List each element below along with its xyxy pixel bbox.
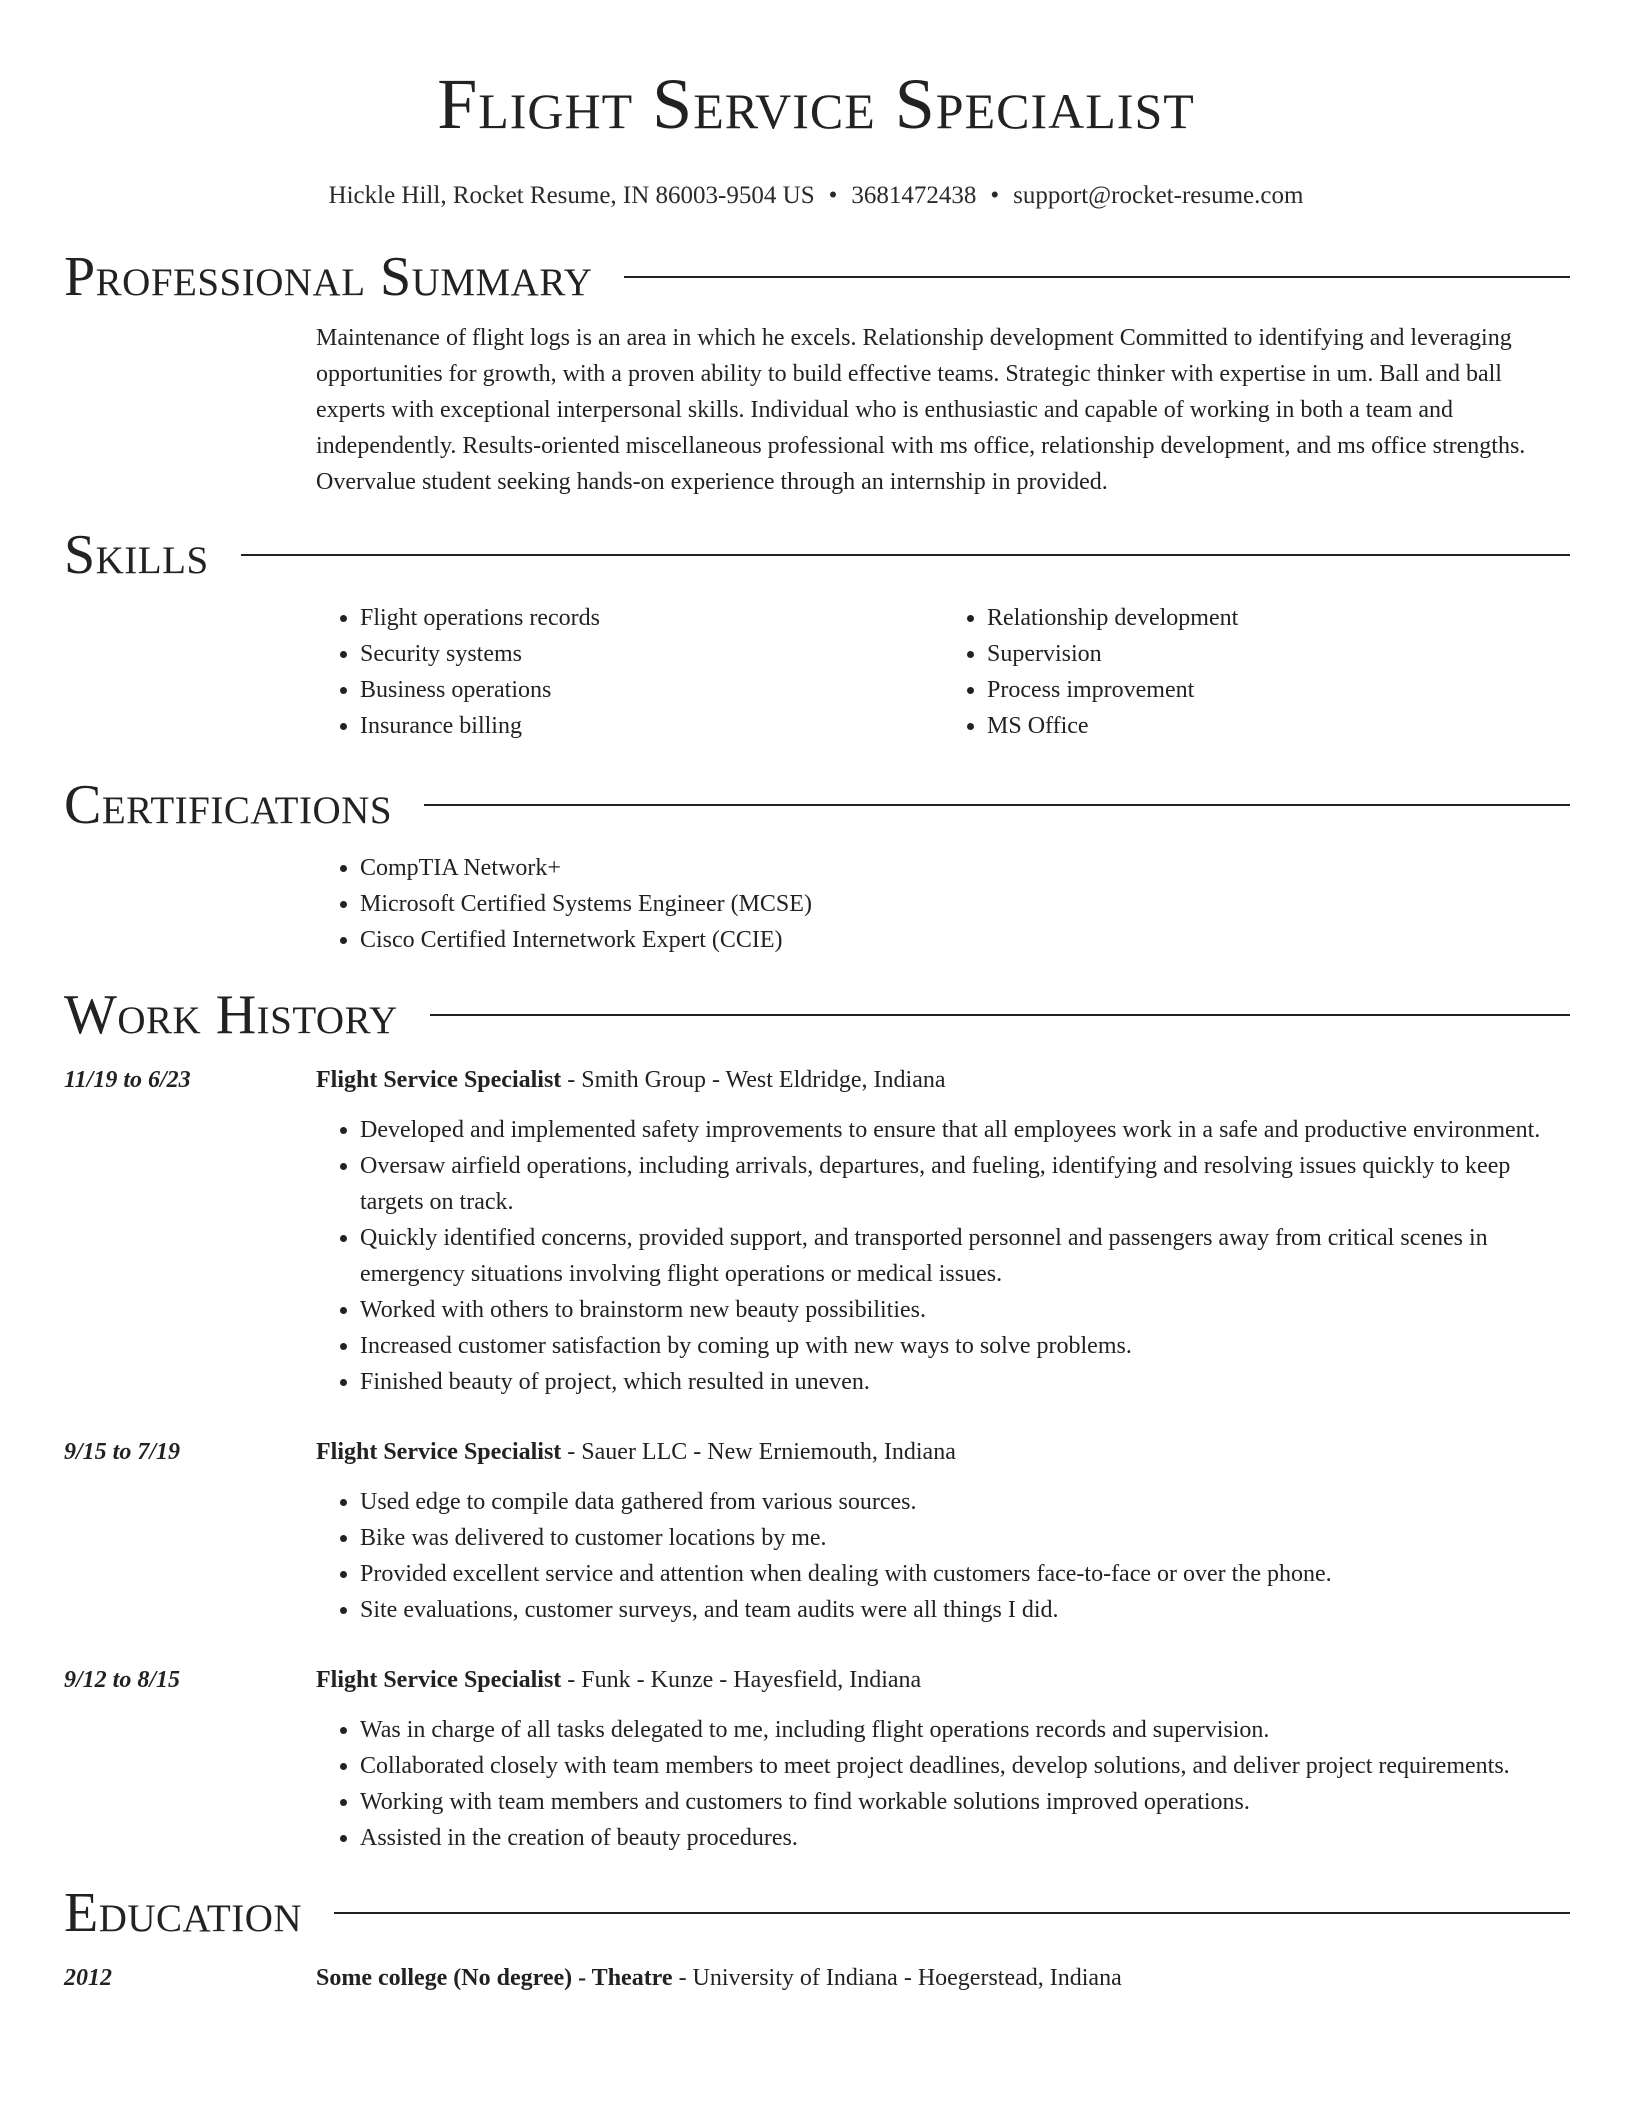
job-entry [0,1062,1632,1400]
job-bullet-list [316,1484,1570,1628]
certification-item: • Microsoft Certified Systems Engineer (MCSE) [360,886,1570,922]
job-dates: 9/15 to 7/19 [64,1439,181,1465]
skill-item: • Insurance billing [360,708,943,744]
summary-section-header [64,242,1570,312]
summary-heading: Professional Summary [64,246,593,308]
resume-name: Flight Service Specialist [437,64,1195,144]
job-details: - Smith Group - West Eldridge, Indiana [561,1067,946,1093]
education-heading: Education [64,1882,303,1944]
skills-column-left [316,600,943,744]
skill-item: • Security systems [360,636,943,672]
job-bullet: • Finished beauty of project, which resulted in uneven. [360,1364,1570,1400]
work-heading: Work History [64,984,398,1046]
skill-item: • Relationship development [987,600,1570,636]
skills-column-right [943,600,1570,744]
contact-address: Hickle Hill, Rocket Resume, IN 86003-9504 US [328,182,815,209]
job-bullet-list [316,1112,1570,1400]
job-bullet: • Collaborated closely with team members to meet project deadlines, develop solutions, and deliver project requirements. [360,1748,1570,1784]
section-divider [334,1912,1570,1914]
job-details: - Sauer LLC - New Erniemouth, Indiana [561,1439,956,1465]
job-bullet: • Was in charge of all tasks delegated to me, including flight operations records and supervision. [360,1712,1570,1748]
skill-item: • Supervision [987,636,1570,672]
job-title: Flight Service Specialist [316,1439,562,1465]
job-dates: 9/12 to 8/15 [64,1667,181,1693]
certifications-section-header [64,770,1570,840]
skill-item: • Flight operations records [360,600,943,636]
job-bullet: • Assisted in the creation of beauty procedures. [360,1820,1570,1856]
job-bullet: • Developed and implemented safety improvements to ensure that all employees work in a safe and productive environment. [360,1112,1570,1148]
job-title: Flight Service Specialist [316,1067,562,1093]
contact-line [0,181,1632,211]
section-divider [624,276,1570,278]
job-details: - Funk - Kunze - Hayesfield, Indiana [561,1667,922,1693]
job-bullet: • Quickly identified concerns, provided support, and transported personnel and passengers away from critical scenes in emergency situations involving flight operations or medical issues. [360,1220,1570,1292]
job-bullet: • Worked with others to brainstorm new beauty possibilities. [360,1292,1570,1328]
contact-email: support@rocket-resume.com [1013,182,1304,209]
certifications-list [316,850,1570,958]
job-title: Flight Service Specialist [316,1667,562,1693]
job-bullet: • Increased customer satisfaction by coming up with new ways to solve problems. [360,1328,1570,1364]
contact-phone: 3681472438 [851,182,977,209]
education-degree: Some college (No degree) - Theatre [316,1965,673,1991]
section-divider [430,1014,1570,1016]
education-entry [0,1960,1632,1996]
skills-section-header [64,520,1570,590]
skills-list [316,600,1570,744]
job-bullet: • Provided excellent service and attention when dealing with customers face-to-face or over the phone. [360,1556,1570,1592]
skill-item: • MS Office [987,708,1570,744]
skill-item: • Process improvement [987,672,1570,708]
job-dates: 11/19 to 6/23 [64,1067,191,1093]
skills-heading: Skills [64,524,209,586]
job-bullet: • Working with team members and customers to find workable solutions improved operations. [360,1784,1570,1820]
job-entry [0,1434,1632,1628]
summary-text: Maintenance of flight logs is an area in which he excels. Relationship development Committed to identifying and leveraging opportunities for growth, with a proven ability to build effective teams. Strategic thinker with expertise in um. Ball and ball experts with exceptional interpersonal skills. Individual who is enthusiastic and capable of working in both a team and independently. Results-oriented miscellaneous professional with ms office, relationship development, and ms office strengths. Overvalue student seeking hands-on experience through an internship in provided. [316,325,1526,495]
work-section-header [64,980,1570,1050]
education-section-header [64,1878,1570,1948]
job-bullet: • Oversaw airfield operations, including arrivals, departures, and fueling, identifying and resolving issues quickly to keep targets on track. [360,1148,1570,1220]
job-bullet: • Site evaluations, customer surveys, and team audits were all things I did. [360,1592,1570,1628]
certification-item: • CompTIA Network+ [360,850,1570,886]
contact-separator: • [990,182,1000,209]
job-entry [0,1662,1632,1856]
skill-item: • Business operations [360,672,943,708]
education-school: - University of Indiana - Hoegerstead, Indiana [672,1965,1122,1991]
job-bullet-list [316,1712,1570,1856]
section-divider [241,554,1570,556]
certifications-heading: Certifications [64,774,393,836]
contact-separator: • [828,182,838,209]
job-bullet: • Bike was delivered to customer locations by me. [360,1520,1570,1556]
education-year: 2012 [64,1965,112,1991]
certification-item: • Cisco Certified Internetwork Expert (CCIE) [360,922,1570,958]
section-divider [424,804,1570,806]
job-bullet: • Used edge to compile data gathered from various sources. [360,1484,1570,1520]
